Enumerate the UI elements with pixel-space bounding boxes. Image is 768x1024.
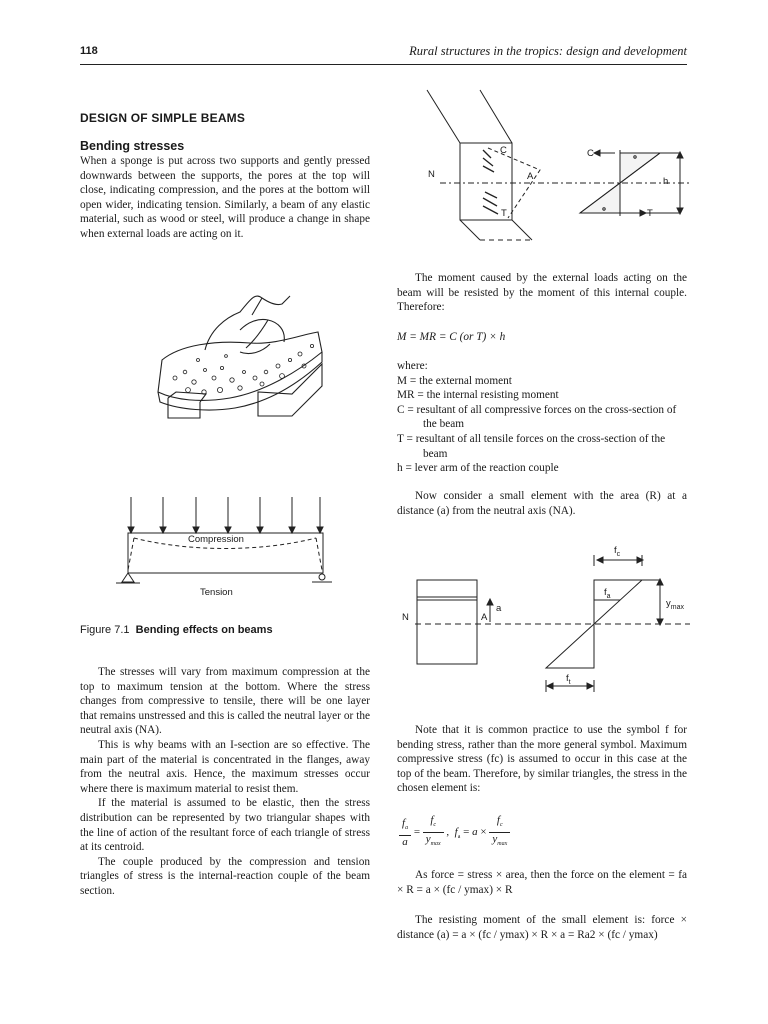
body-paragraph: If the material is assumed to be elastic, then the stress distribution can be represented by two triangular shapes with the line of action of the resultant force of each triangle of stress at its centroid.	[80, 797, 370, 854]
element-tension-triangle	[546, 624, 594, 668]
element-text: Now consider a small element with the area (R) at a distance (a) from the neutral axis (NA).	[397, 490, 687, 517]
body-paragraph: The couple produced by the compression and tension triangles of stress is the internal-reaction couple of the beam section.	[80, 855, 370, 897]
label-stress-t: T	[647, 208, 653, 219]
label-element-A: A	[481, 612, 488, 623]
body-paragraph: This is why beams with an I-section are so effective. The main part of the material is concentrated in the flanges, away from the neutral axis. Hence, the maximum stresses occur where there is maximum material to resist them.	[80, 738, 370, 795]
force-text: As force = stress × area, then the force on the element = fa × R = a × (fc / ymax) × R	[397, 869, 687, 896]
moment-equation: M = MR = C (or T) × h	[397, 331, 506, 343]
caption-number: Figure 7.1	[80, 624, 130, 636]
label-fc: $f_c$	[614, 545, 621, 558]
subheading: Bending stresses	[80, 139, 185, 153]
definition-item: T = resultant of all tensile forces on the cross-section of the beam	[397, 432, 666, 460]
label-compression: Compression	[188, 534, 244, 545]
intro-text: When a sponge is put across two supports and gently pressed downwards between the supports, the pores at the top will close, indicating compression, and the pores at the bottom will open wider, indicating tension. Similarly, a beam of any elastic material, such as wood or steel, will produce a change in shape when external loads are acting on it.	[80, 155, 370, 240]
section-hatching	[483, 150, 498, 214]
label-element-a: a	[496, 603, 502, 614]
section-heading: DESIGN OF SIMPLE BEAMS	[80, 111, 246, 125]
definition-item: M = the external moment	[397, 374, 512, 387]
label-stress-c: C	[587, 148, 594, 159]
running-title: Rural structures in the tropics: design and development	[409, 44, 687, 58]
section-perspective	[427, 90, 532, 240]
left-pin-support	[122, 573, 134, 582]
definition-item: C = resultant of all compressive forces on the cross-section of the beam	[397, 403, 677, 431]
element-paragraph	[397, 489, 687, 518]
fraction-fc-over-ymax: $\frac{f_c}{y_{max}}$	[423, 814, 444, 851]
left-body	[80, 665, 370, 899]
body-paragraph: The stresses will vary from maximum compression at the top to maximum tension at the bottom. Where the stress changes from compressive to tensile, there will be one layer that remains unstressed and this is called the neutral layer or the neutral axis (NA).	[80, 666, 370, 737]
definitions	[397, 359, 687, 476]
label-fa: $f_a$	[604, 587, 611, 600]
element-beam-rect	[417, 580, 477, 664]
element-compression-triangle	[594, 580, 642, 624]
label-tension: Tension	[200, 587, 233, 598]
note-text: Note that it is common practice to use the symbol f for bending stress, rather than the more general symbol. Maximum compressive stress (fc) is assumed to occur in this case at the top of the beam. Therefore, by similar triangles, the stress in the chosen element is:	[397, 724, 687, 795]
where-label: where:	[397, 360, 428, 372]
label-element-n: N	[402, 612, 409, 623]
resisting-paragraph	[397, 913, 687, 942]
fraction-fc-over-ymax-2: $\frac{f_c}{y_{max}}$	[489, 814, 510, 851]
label-ft: $f_t$	[566, 673, 571, 686]
note-paragraph	[397, 723, 687, 796]
label-section-a: A	[527, 171, 534, 182]
label-section-n: N	[428, 169, 435, 180]
resisting-text: The resisting moment of the small element is: force × distance (a) = a × (fc / ymax) × R × a = Ra2 × (fc / ymax)	[397, 914, 687, 941]
label-section-t: T	[501, 208, 507, 219]
force-paragraph	[397, 868, 687, 897]
fraction-fa-over-a: $\frac{f_a}{a}$	[399, 817, 411, 849]
page-number: 118	[80, 45, 98, 57]
sponge-illustration	[158, 296, 322, 418]
figure-caption	[80, 624, 273, 636]
right-roller	[319, 574, 325, 580]
moment-paragraph	[397, 271, 687, 315]
moment-text: The moment caused by the external loads acting on the beam will be resisted by the moment of this internal couple. Therefore:	[397, 272, 687, 314]
similar-triangles-equation: $\frac{f_a}{a}$ = $\frac{f_c}{y_{max}}$ , $f_a = a$ × $\frac{f_c}{y_{max}}$	[399, 814, 510, 851]
load-arrows	[128, 497, 323, 533]
caption-title: Bending effects on beams	[135, 624, 273, 636]
definition-item: h = lever arm of the reaction couple	[397, 462, 559, 475]
label-h: h	[663, 176, 669, 187]
label-section-c: C	[500, 145, 507, 156]
element-stress-diagram	[415, 555, 690, 692]
definition-item: MR = the internal resisting moment	[397, 389, 559, 402]
label-ymax: $y_{max}$	[666, 598, 684, 611]
